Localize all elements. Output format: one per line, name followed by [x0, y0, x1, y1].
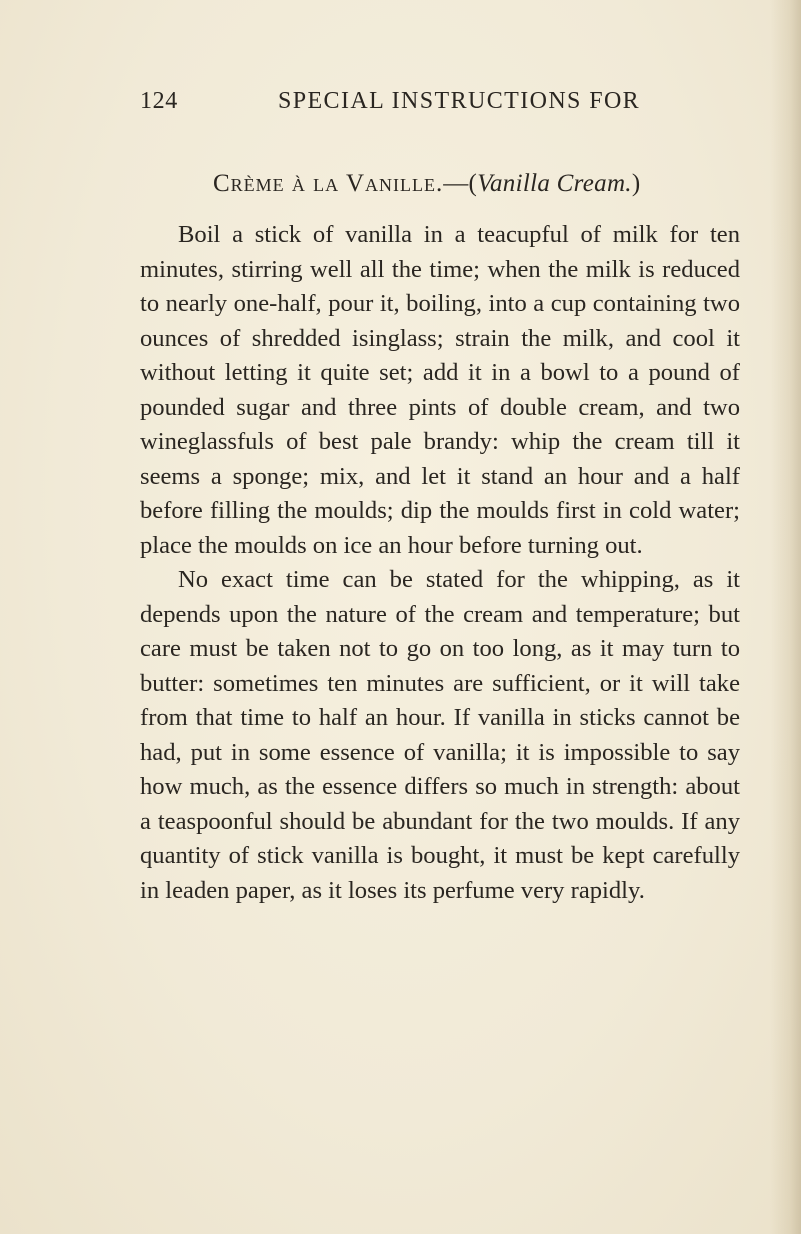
page-number: 124	[140, 88, 178, 114]
recipe-title-close: )	[631, 170, 641, 197]
running-title: SPECIAL INSTRUCTIONS FOR	[278, 88, 641, 114]
recipe-title-separator: —(	[443, 170, 478, 197]
recipe-paragraph-1: Boil a stick of vanilla in a teacupful of milk for ten minutes, stirring well all the time; when the milk is reduced to nearly one-half, pour it, boiling, into a cup containing two ounces of shredded isinglass; strain the milk, and cool it without letting it quite set; add it in a bowl to a pound of pounded sugar and three pints of double cream, and two wineglassfuls of best pale brandy: whip the cream till it seems a sponge; mix, and let it stand an hour and a half before filling the moulds; dip the moulds first in cold water; place the moulds on ice an hour before turning out.	[140, 221, 740, 559]
recipe-paragraph-2: No exact time can be stated for the whipping, as it depends upon the nature of the cream and temperature; but care must be taken not to go on too long, as it may turn to butter: sometimes ten minutes are sufficient, or it will take from that time to half an hour. If vanilla in sticks cannot be had, put in some essence of vanilla; it is impossible to say how much, as the essence differs so much in strength: about a teaspoonful should be abundant for the two moulds. If any quantity of stick vanilla is bought, it must be kept carefully in leaden paper, as it loses its perfume very rapidly.	[140, 566, 740, 904]
recipe-body	[140, 218, 740, 908]
recipe-title	[213, 170, 733, 198]
recipe-title-french: Crème à la Vanille.	[213, 170, 444, 197]
running-head	[140, 88, 740, 124]
recipe-title-english: Vanilla Cream.	[477, 170, 632, 197]
